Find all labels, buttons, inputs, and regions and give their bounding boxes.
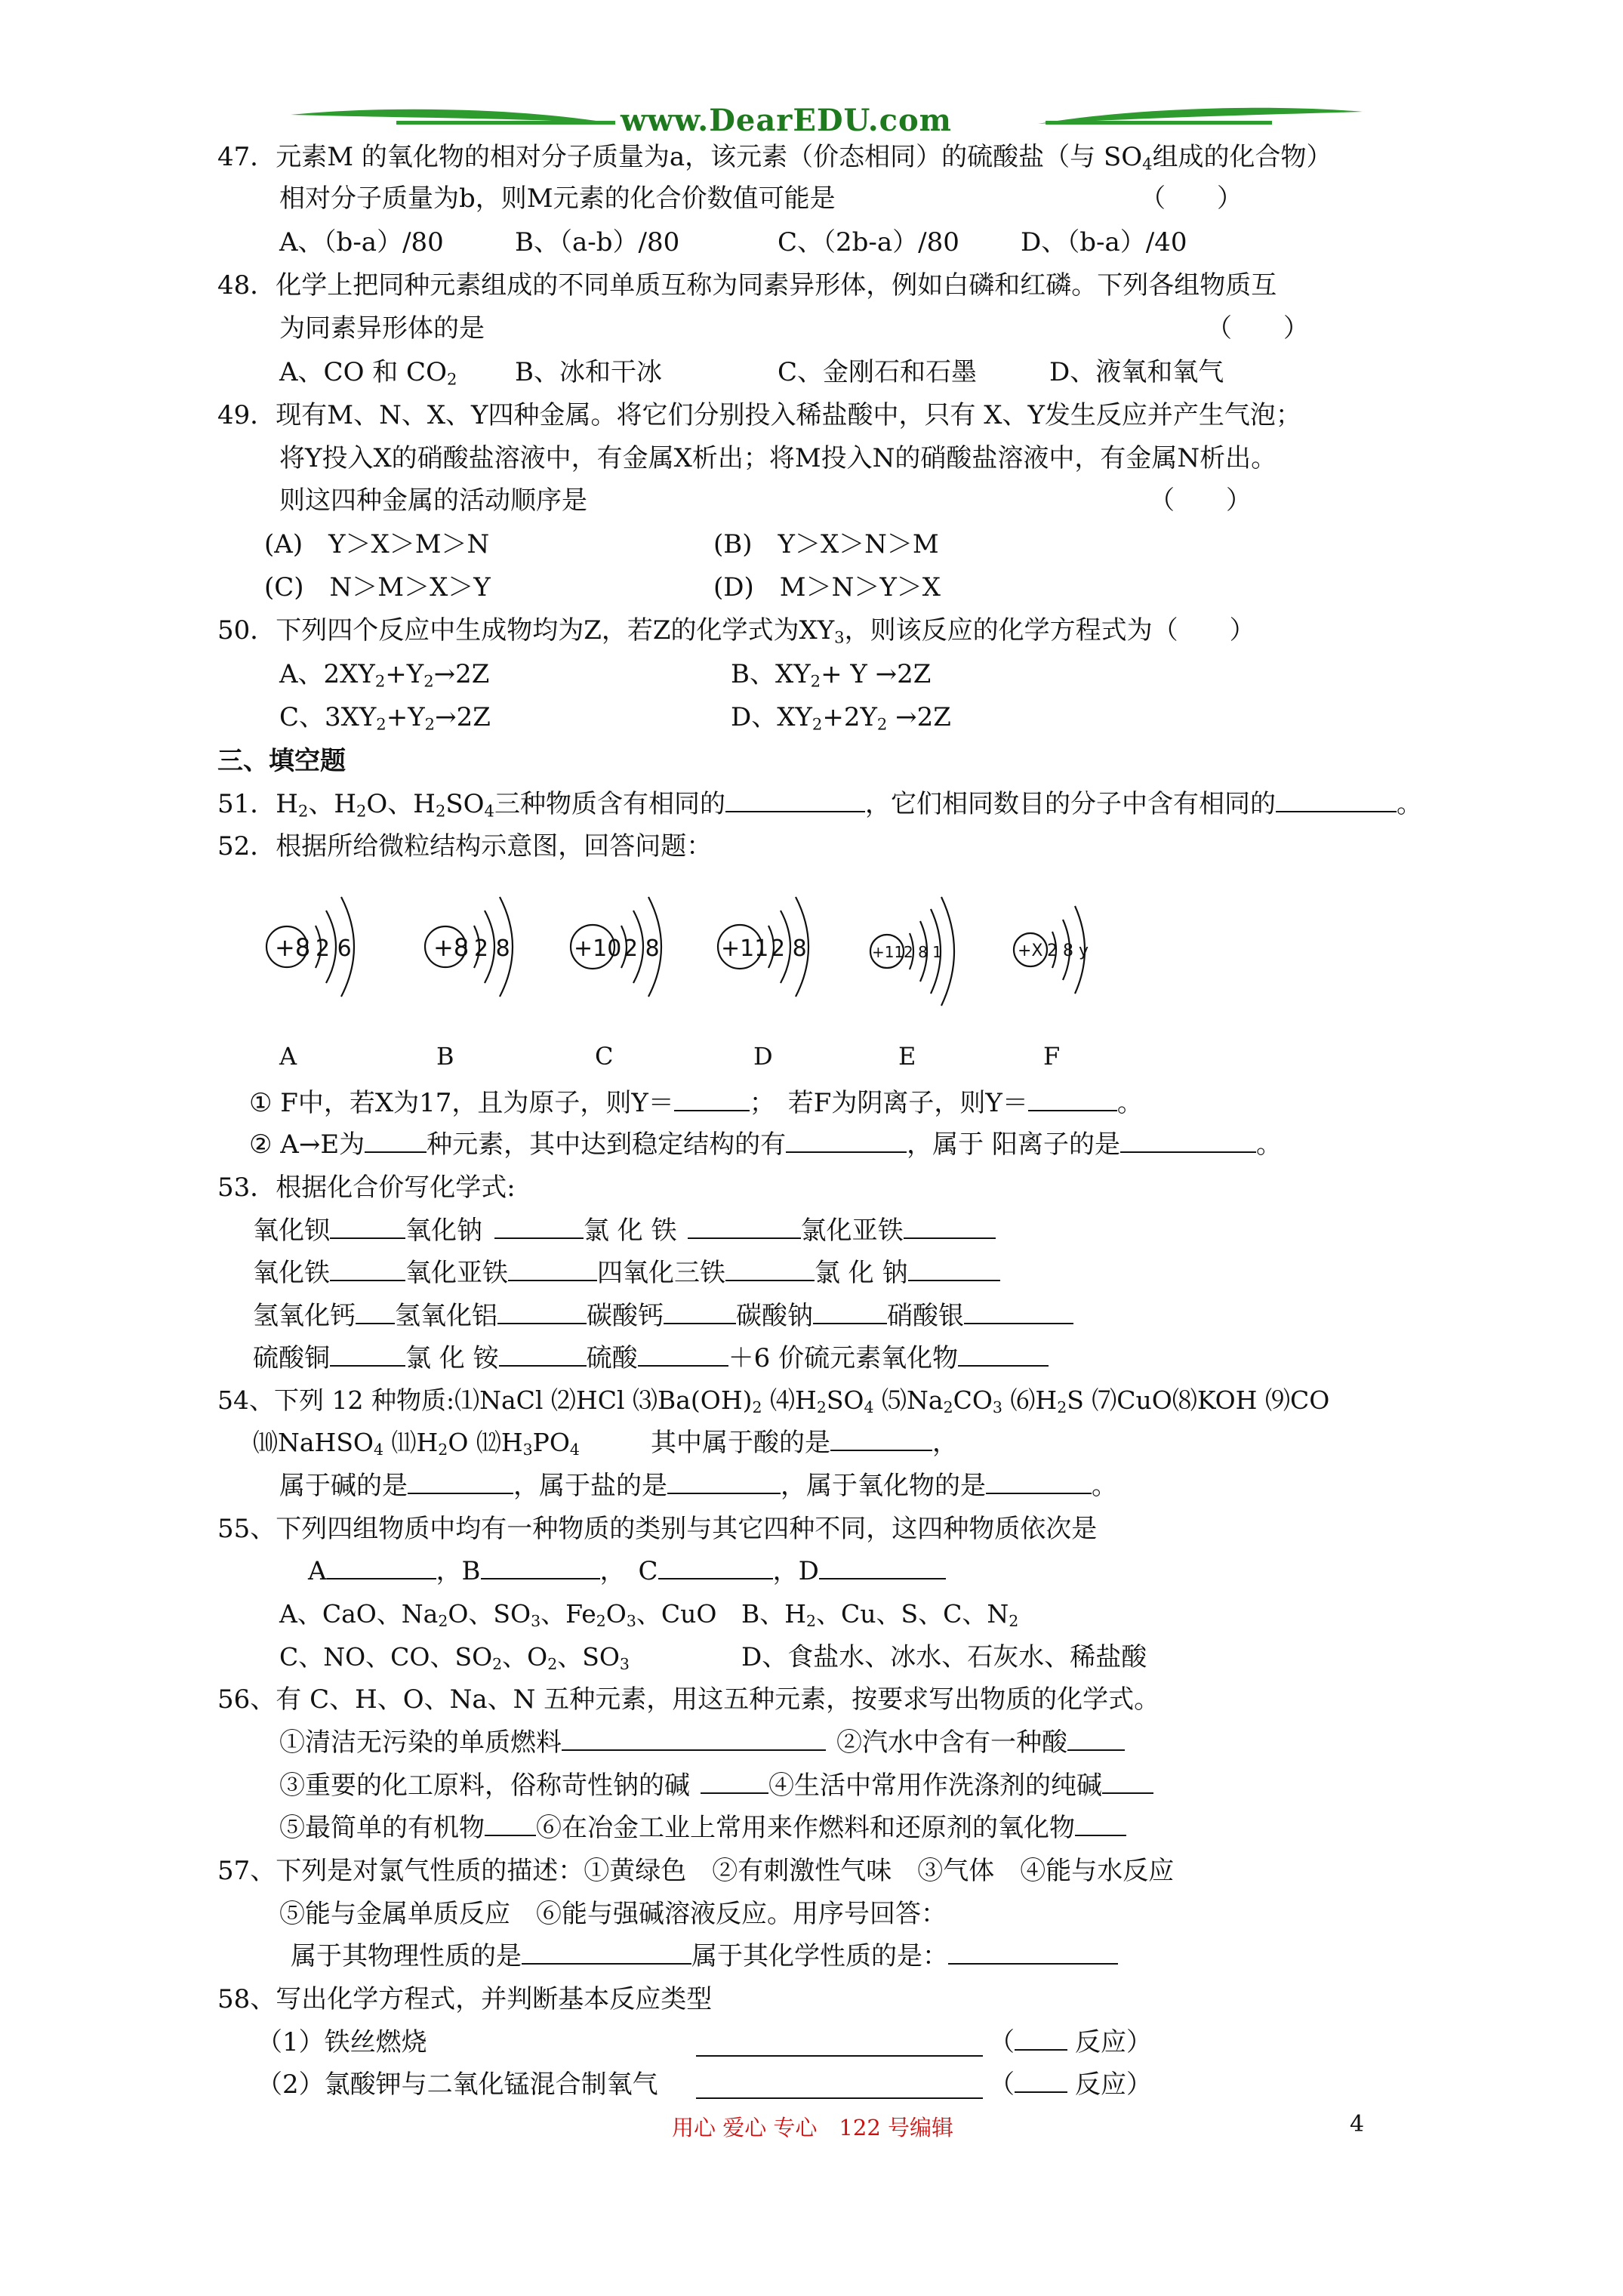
q48-option-a: A、CO 和 $CO_2$ (279, 357, 457, 389)
q56-blank-3[interactable] (701, 1770, 768, 1794)
q47-line1: 47．元素M 的氧化物的相对分子质量为a，该元素（价态相同）的硫酸盐（与 $SO_4$组成的化合物） (217, 142, 1332, 174)
q54-blank-oxide[interactable] (986, 1470, 1092, 1494)
atom-e-nucleus: +11 (872, 943, 904, 961)
atom-a-nucleus: +8 (275, 933, 311, 962)
q52-blank-stable[interactable] (786, 1129, 907, 1153)
q54-blank-base[interactable] (408, 1470, 513, 1494)
q47-option-c: C、（2b-a）/80 (778, 227, 959, 257)
q53-title: 53．根据化合价写化学式: (217, 1173, 516, 1203)
q53-blank[interactable] (688, 1215, 801, 1239)
q53-row4: 硫酸铜 氯 化 铵 硫酸 ＋6 价硫元素氧化物 (253, 1341, 1049, 1376)
q49-option-d: (D) M＞N＞Y＞X (713, 572, 941, 603)
atom-c-nucleus: +10 (574, 935, 622, 962)
q54-blank-acid[interactable] (830, 1427, 932, 1451)
q52-sub2: ② A→E为 种元素，其中达到稳定结构的有 ，属于 阳离子的是 。 (249, 1130, 1282, 1160)
q53-blank[interactable] (356, 1300, 395, 1324)
q49-option-c: (C) N＞M＞X＞Y (264, 572, 491, 603)
atom-label-f: F (1043, 1042, 1061, 1071)
q57-line3: 属于其物理性质的是 属于其化学性质的是： (291, 1939, 1118, 1974)
q58-type2: （ 反应） (989, 2069, 1152, 2100)
q48-option-d: D、液氧和氧气 (1049, 357, 1224, 387)
q48-answer-paren: （ ） (1206, 313, 1309, 344)
q51-line: 51．$H_2$、$H_2O$、$H_2SO_4$三种物质含有相同的 ，它们相同数目的分子中含有相同的 。 (217, 789, 1422, 821)
q55-option-b: B、$H_2$、Cu、S、C、$N_2$ (741, 1599, 1019, 1631)
q56-blank-4[interactable] (1102, 1770, 1153, 1794)
q58-blank-type1[interactable] (1015, 2026, 1067, 2051)
q52-blank-cation[interactable] (1120, 1129, 1256, 1153)
q54-acid: 其中属于酸的是 ， (651, 1428, 958, 1458)
q53-blank[interactable] (330, 1342, 405, 1367)
q48-option-b: B、冰和干冰 (515, 357, 662, 387)
atom-f-shells: 2 8 y (1047, 942, 1089, 960)
atom-e-shells: 2 8 1 (904, 943, 942, 961)
q55-blank-c[interactable] (658, 1555, 773, 1579)
q53-blank[interactable] (958, 1342, 1049, 1367)
q53-blank[interactable] (497, 1300, 587, 1324)
q56-item1: ①清洁无污染的单质燃料 (279, 1725, 826, 1760)
q57-blank-physical[interactable] (522, 1940, 691, 1965)
atom-label-a: A (279, 1042, 297, 1071)
atom-b-shells: 2 8 (474, 935, 510, 962)
q58-line1: 58、写出化学方程式，并判断基本反应类型 (217, 1984, 713, 2014)
q53-row2: 氧化铁 氧化亚铁 四氧化三铁 氯 化 钠 (253, 1256, 1000, 1290)
q55-blank-b[interactable] (481, 1555, 600, 1579)
atom-label-b: B (436, 1042, 454, 1071)
atom-d-shells: 2 8 (771, 935, 807, 962)
atom-label-e: E (898, 1042, 916, 1071)
q49-line1: 49．现有M、N、X、Y四种金属。将它们分别投入稀盐酸中，只有 X、Y发生反应并产生气泡； (217, 400, 1301, 430)
q50-option-c: C、$3XY_2+Y_2\to 2Z$ (279, 702, 491, 734)
atom-label-c: C (595, 1042, 614, 1071)
q57-blank-chemical[interactable] (948, 1940, 1118, 1965)
q57-line2: ⑤能与金属单质反应 ⑥能与强碱溶液反应。用序号回答： (279, 1899, 947, 1929)
q58-blank-eq2[interactable] (696, 2075, 983, 2099)
q53-row1: 氧化钡 氧化钠 氯 化 铁 氯化亚铁 (253, 1213, 996, 1248)
q58-type1: （ 反应） (989, 2027, 1152, 2057)
q56-blank-5[interactable] (485, 1812, 536, 1836)
q53-blank[interactable] (908, 1257, 1000, 1281)
q52-blank-element-count[interactable] (365, 1129, 427, 1153)
q49-line2: 将Y投入X的硝酸盐溶液中，有金属X析出；将M投入N的硝酸盐溶液中，有金属N析出。 (279, 443, 1277, 473)
q52-title: 52．根据所给微粒结构示意图，回答问题： (217, 831, 713, 861)
q56-item3: ③重要的化工原料，俗称苛性钠的碱 ④生活中常用作洗涤剂的纯碱 (279, 1768, 1153, 1803)
q53-blank[interactable] (330, 1257, 405, 1281)
q47-option-a: A、（b-a）/80 (279, 227, 444, 257)
section-heading: 三、填空题 (217, 746, 346, 776)
atom-b-nucleus: +8 (433, 933, 470, 962)
q53-row3: 氢氧化钙 氢氧化铝 碳酸钙 碳酸钠 硝酸银 (253, 1299, 1073, 1333)
q57-line1: 57、下列是对氯气性质的描述：①黄绿色 ②有刺激性气味 ③气体 ④能与水反应 (217, 1856, 1175, 1886)
q49-line3: 则这四种金属的活动顺序是 (279, 485, 587, 516)
q55-blank-d[interactable] (819, 1555, 946, 1579)
atom-label-d: D (753, 1042, 773, 1071)
q58-blank-type2[interactable] (1015, 2069, 1067, 2093)
q55-option-c: C、NO、CO、$SO_2$、$O_2$、$SO_3$ (279, 1642, 630, 1674)
q56-blank-1[interactable] (562, 1727, 826, 1751)
q56-blank-2[interactable] (1067, 1727, 1125, 1751)
q50-option-b: B、$XY_2+ Y \to 2Z$ (731, 659, 932, 691)
q47-option-d: D、（b-a）/40 (1021, 227, 1187, 257)
q56-item2: ②汽水中含有一种酸 (836, 1725, 1125, 1760)
q50-option-d: D、$XY_2+2Y_2 \to 2Z$ (731, 702, 951, 734)
q53-blank[interactable] (904, 1215, 996, 1239)
q48-line1: 48．化学上把同种元素组成的不同单质互称为同素异形体，例如白磷和红磷。下列各组物质互 (217, 270, 1277, 300)
q54-blank-salt[interactable] (667, 1470, 781, 1494)
q50-line1: 50．下列四个反应中生成物均为Z，若Z的化学式为$XY_3$，则该反应的化学方程式为（ ） (217, 615, 1255, 647)
q53-blank[interactable] (494, 1215, 584, 1239)
q48-line2: 为同素异形体的是 (279, 313, 485, 344)
q56-item5: ⑤最简单的有机物 ⑥在冶金工业上常用来作燃料和还原剂的氧化物 (279, 1811, 1126, 1845)
q49-option-b: (B) Y＞X＞N＞M (713, 529, 939, 559)
q53-blank[interactable] (813, 1300, 887, 1324)
q49-option-a: (A) Y＞X＞M＞N (264, 529, 490, 559)
q47-line2: 相对分子质量为b，则M元素的化合价数值可能是 (279, 183, 836, 214)
q54-line3: 属于碱的是 ，属于盐的是 ，属于氧化物的是 。 (279, 1471, 1117, 1501)
q50-option-a: A、$2XY_2+Y_2\to 2Z$ (279, 659, 490, 691)
q55-line1: 55、下列四组物质中均有一种物质的类别与其它四种不同，这四种物质依次是 (217, 1514, 1098, 1544)
q55-option-d: D、食盐水、冰水、石灰水、稀盐酸 (741, 1642, 1147, 1672)
q53-blank[interactable] (508, 1257, 597, 1281)
footer-text: 用心 爱心 专心 122 号编辑 (672, 2115, 954, 2140)
q55-blank-a[interactable] (327, 1555, 436, 1579)
q47-option-b: B、（a-b）/80 (515, 227, 680, 257)
q51-blank-1[interactable] (725, 788, 865, 812)
q58-reaction1: （1）铁丝燃烧 (257, 2027, 427, 2057)
q54-line1: 54、下列 12 种物质:⑴NaCl ⑵HCl $⑶Ba(OH)_2$ $⑷H_2SO_4$ $⑸Na_2CO_3$ $⑹H_2S$ ⑺CuO⑻KOH ⑼CO (217, 1385, 1330, 1417)
q52-sub1: ① F中，若X为17，且为原子，则Y＝ ； 若F为阴离子，则Y＝ 。 (249, 1088, 1143, 1118)
q53-blank[interactable] (664, 1300, 736, 1324)
atom-a-shells: 2 6 (316, 935, 352, 962)
q53-blank[interactable] (964, 1300, 1073, 1324)
atom-c-shells: 2 8 (624, 935, 660, 962)
q47-answer-paren: （ ） (1140, 183, 1243, 214)
site-brand: www.DearEDU.com (621, 103, 953, 138)
q56-blank-6[interactable] (1075, 1812, 1126, 1836)
q53-blank[interactable] (499, 1342, 587, 1367)
q49-answer-paren: （ ） (1149, 485, 1252, 516)
q51-blank-2[interactable] (1276, 788, 1397, 812)
q55-line2: A ，B ， C ，D (308, 1554, 946, 1589)
q54-line2: ⑽NaHSO$_4$ $⑾H_2O$ $⑿H_3PO_4$ (253, 1428, 580, 1459)
q58-reaction2: （2）氯酸钾与二氧化锰混合制氧气 (257, 2069, 658, 2100)
page-number: 4 (1350, 2111, 1365, 2137)
atom-d-nucleus: +11 (721, 935, 769, 962)
q56-line1: 56、有 C、H、O、Na、N 五种元素，用这五种元素，按要求写出物质的化学式。 (217, 1684, 1160, 1715)
q48-option-c: C、金刚石和石墨 (778, 357, 978, 387)
q55-option-a: A、CaO、$Na_2O$、$SO_3$、$Fe_2O_3$、CuO (279, 1599, 717, 1631)
q53-blank[interactable] (725, 1257, 815, 1281)
q58-blank-eq1[interactable] (696, 2032, 983, 2057)
atomic-structure-diagrams (257, 883, 1163, 1027)
q52-blank-y-anion[interactable] (1028, 1087, 1117, 1111)
q53-blank[interactable] (638, 1342, 728, 1367)
atom-f-nucleus: +X (1018, 942, 1043, 960)
q52-blank-y-atom[interactable] (674, 1087, 750, 1111)
q53-blank[interactable] (330, 1215, 405, 1239)
